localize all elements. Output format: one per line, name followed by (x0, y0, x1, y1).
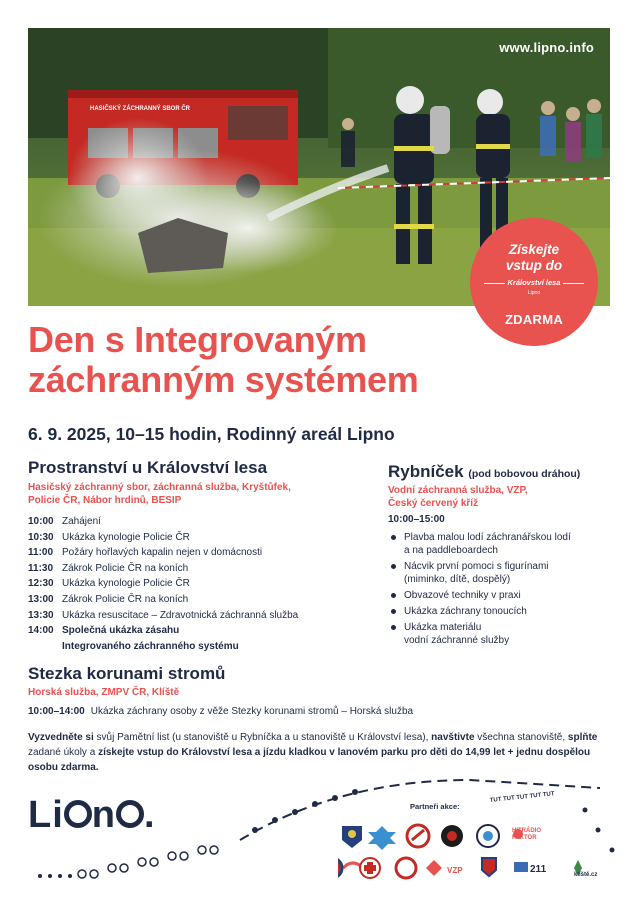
section-subtitle-rybnicek (388, 484, 618, 510)
website-url[interactable]: www.lipno.info (499, 40, 594, 55)
rybnicek-title-note: (pod bobovou dráhou) (468, 468, 581, 480)
prostranstvi-sub-2: Policie ČR, Nábor hrdinů, BESIP (28, 495, 182, 506)
vzp-logo-icon (426, 860, 442, 876)
schedule-row (28, 592, 368, 608)
schedule-time: 13:00 (28, 593, 54, 605)
kliste-label: klíště.cz (574, 872, 598, 878)
info-note (28, 730, 610, 775)
schedule-activity: Společná ukázka zásahu (62, 625, 180, 637)
section-subtitle-prostranstvi (28, 481, 378, 507)
stezka-schedule-row (28, 706, 413, 717)
fire-service-logo-icon (407, 825, 429, 847)
emergency-logo-icon (477, 825, 499, 847)
partners-label: Partneři akce: (410, 802, 460, 811)
schedule-activity: Ukázka kynologie Policie ČR (62, 578, 190, 590)
list-item-text: Obvazové techniky v praxi (404, 590, 521, 601)
hitradio-label: HITRÁDIO FAKTOR (512, 828, 541, 841)
note-part: získejte vstup do Království lesa a jízdu kladkou v lanovém parku pro děti do 14,99 let + jednu dospělou osobu zdarma. (28, 747, 591, 773)
stezka-time: 10:00–14:00 (28, 706, 85, 717)
dots-row (38, 874, 72, 878)
logo-circle (116, 800, 144, 828)
besip-logo-icon (338, 858, 342, 878)
note-part: svůj Pamětní list (u stanoviště u Rybníčka a u stanoviště u Království lesa), (93, 732, 432, 743)
page-title (28, 320, 468, 400)
schedule-row (28, 608, 368, 624)
schedule-time: 11:30 (28, 562, 54, 574)
badge-line1: Získejte (508, 242, 560, 257)
list-item (388, 589, 613, 602)
list-item (388, 560, 613, 586)
phone-211-logo-icon (514, 862, 528, 872)
schedule-prostranstvi (28, 514, 368, 654)
free-entry-badge (470, 218, 598, 346)
schedule-time: 14:00 (28, 625, 54, 637)
section-title-rybnicek (388, 462, 580, 482)
label-211: 211 (530, 864, 547, 875)
badge-text (470, 242, 598, 274)
schedule-row (28, 530, 368, 546)
note-part: všechna stanoviště, (474, 732, 568, 743)
rybnicek-list (388, 531, 613, 647)
list-item-text: Plavba malou lodí záchranářskou lodí (404, 532, 571, 543)
list-item-text: (miminko, dítě, dospělý) (404, 574, 511, 585)
logo-part: Li (28, 794, 64, 836)
kralovstvi-logo (484, 278, 584, 287)
schedule-time: 11:00 (28, 547, 54, 559)
prostranstvi-sub-1: Hasičský záchranný sbor, záchranná služba, Kryštůfek, (28, 482, 291, 493)
section-title-prostranstvi: Prostranství u Království lesa (28, 458, 268, 477)
list-item (388, 605, 613, 618)
schedule-activity: Zahájení (62, 516, 101, 527)
kralovstvi-label: Království lesa (505, 278, 564, 287)
list-item-text: Ukázka záchrany tonoucích (404, 606, 527, 617)
stezka-activity: Ukázka záchrany osoby z věže Stezky korunami stromů – Horská služba (90, 706, 414, 717)
vzp-label: VZP (447, 866, 463, 875)
title-line2: záchranným systémem (28, 359, 419, 400)
note-part: zadané úkoly a (28, 747, 99, 758)
schedule-activity: Zákrok Policie ČR na koních (62, 562, 189, 574)
logo-part: . (144, 794, 156, 836)
schedule-activity: Požáry hořlavých kapalin nejen v domácnosti (62, 547, 263, 559)
bikes-text: TUT TUT TUT TUT TUT (489, 791, 555, 804)
logo-circle (64, 800, 92, 828)
ambulance-logo-icon (368, 826, 396, 850)
rybnicek-time: 10:00–15:00 (388, 514, 445, 525)
truck-text: HASIČSKÝ ZÁCHRANNÝ SBOR ČR (90, 106, 191, 112)
list-item-text: vodní záchranné služby (404, 635, 510, 646)
schedule-time: 10:30 (28, 531, 54, 543)
schedule-time (28, 639, 62, 655)
bicycles (78, 846, 218, 878)
partner-logos (338, 822, 618, 892)
title-line1: Den s Integrovaným (28, 319, 367, 360)
schedule-row (28, 576, 368, 592)
schedule-row (28, 623, 368, 639)
schedule-activity: Zákrok Policie ČR na koních (62, 593, 189, 605)
list-item-text: Nácvik první pomoci s figurínami (404, 561, 549, 572)
list-item (388, 621, 613, 647)
event-datetime: 6. 9. 2025, 10–15 hodin, Rodinný areál Lipno (28, 424, 395, 444)
red-cross-logo-icon (360, 858, 380, 878)
badge-zdarma: ZDARMA (504, 312, 564, 327)
lipno-logo[interactable] (28, 794, 156, 837)
section-title-stezka: Stezka korunami stromů (28, 664, 226, 683)
badge-line2: vstup do (505, 258, 563, 273)
schedule-time: 13:30 (28, 609, 54, 621)
list-item-text: a na paddleboardech (404, 545, 498, 556)
rybnicek-title: Rybníček (388, 462, 464, 481)
schedule-row (28, 514, 368, 530)
rybnicek-sub-2: Český červený kříž (388, 498, 479, 509)
kralovstvi-sub: Lipno (527, 290, 541, 296)
schedule-activity: Ukázka resuscitace – Zdravotnická záchranná služba (62, 609, 299, 621)
mountain-rescue-logo-icon (441, 825, 463, 847)
schedule-activity: Ukázka kynologie Policie ČR (62, 531, 190, 543)
rybnicek-sub-1: Vodní záchranná služba, VZP, (388, 485, 528, 496)
section-subtitle-stezka: Horská služba, ZMPV ČR, Klíště (28, 687, 180, 698)
schedule-time: 12:30 (28, 578, 54, 590)
schedule-row (28, 639, 368, 655)
police-logo-icon (342, 826, 362, 848)
note-part: splňte (567, 732, 598, 743)
note-part: navštivte (431, 732, 475, 743)
schedule-row (28, 545, 368, 561)
schedule-activity: Integrovaného záchranného systému (62, 640, 239, 652)
note-part: Vyzvedněte si (28, 732, 94, 743)
rybnicek-program (388, 512, 613, 650)
water-rescue-logo-icon (396, 858, 416, 878)
zmpv-logo-icon (482, 858, 496, 876)
logo-part: n (91, 794, 116, 836)
schedule-time: 10:00 (28, 516, 54, 527)
list-item-text: Ukázka materiálu (404, 622, 482, 633)
schedule-row (28, 561, 368, 577)
list-item (388, 531, 613, 557)
